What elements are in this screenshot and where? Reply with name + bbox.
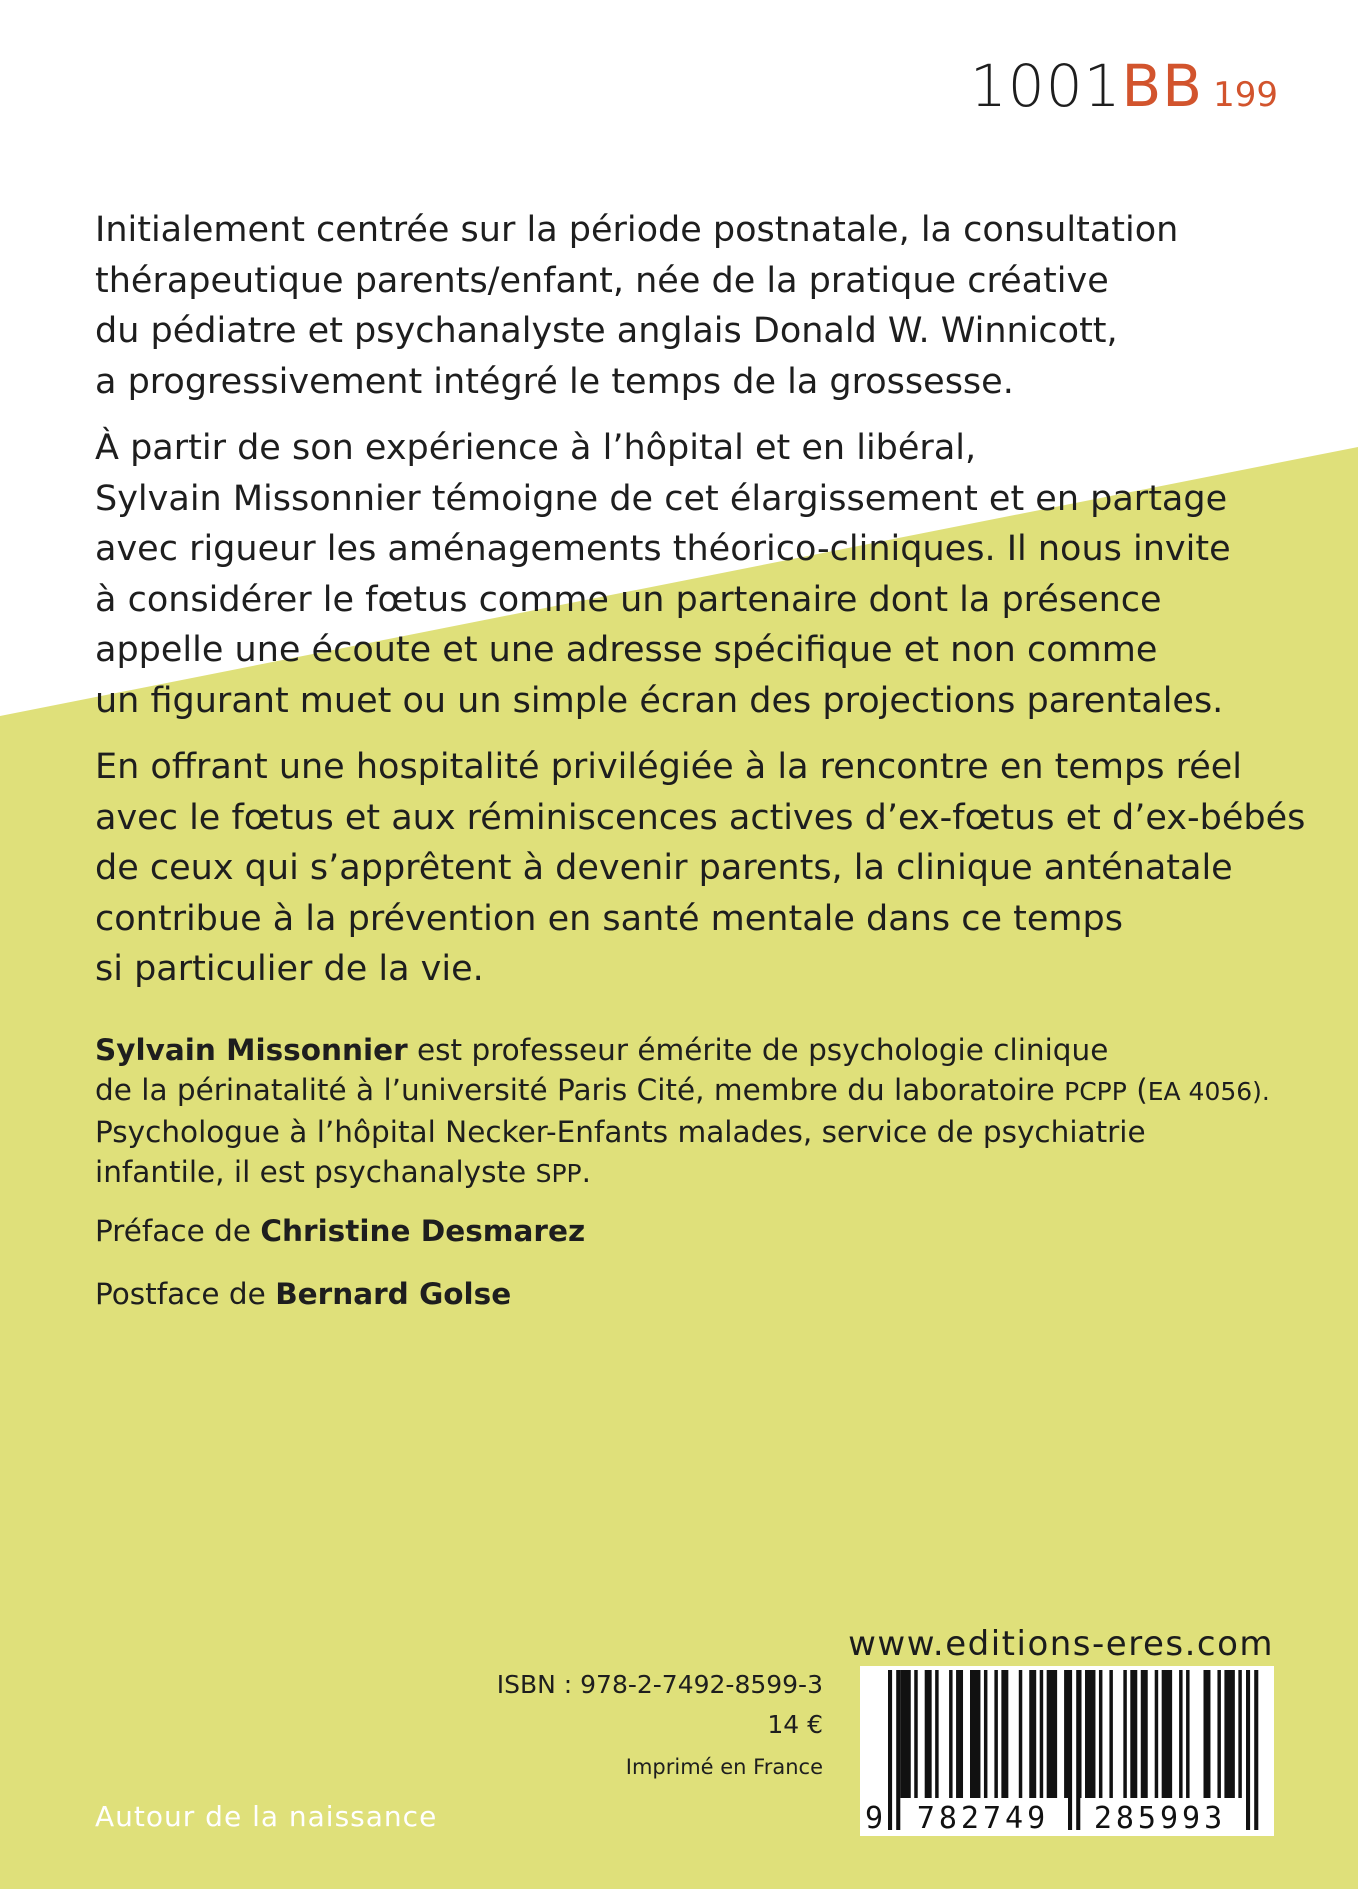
text-line: contribue à la prévention en santé mentale dans ce temps: [95, 898, 1123, 939]
text-line: À partir de son expérience à l’hôpital et en libéral,: [95, 428, 977, 468]
barcode-bar: [1141, 1670, 1148, 1798]
barcode-bar: [1217, 1670, 1220, 1798]
text-line: à considérer le fœtus comme un partenaire dont la présence: [95, 579, 1162, 620]
bio-line: [95, 1030, 1295, 1070]
bio-text: 4056).: [1180, 1077, 1270, 1106]
bio-text: (: [1126, 1073, 1148, 1107]
series-number: 1001: [969, 52, 1122, 120]
isbn: ISBN : 978-2-7492-8599-3: [496, 1670, 823, 1699]
barcode-guard-bar: [1254, 1670, 1258, 1830]
barcode-guard-bar: [1076, 1670, 1080, 1830]
barcode-bar: [1040, 1670, 1043, 1798]
text-line: appelle une écoute et une adresse spécifique et non comme: [95, 630, 1158, 670]
lab-acronym: PCPP: [1064, 1077, 1127, 1106]
collection-name: Autour de la naissance: [95, 1800, 438, 1833]
barcode-bar: [935, 1670, 938, 1798]
bio-text: est professeur émérite de psychologie clinique: [407, 1033, 1109, 1067]
text-line: En offrant une hospitalité privilégiée à la rencontre en temps réel: [95, 747, 1243, 787]
barcode-guard-bar: [888, 1670, 892, 1830]
barcode-bar: [1203, 1670, 1210, 1798]
text-line: avec rigueur les aménagements théorico-cliniques. Il nous invite: [95, 529, 1231, 569]
barcode-bar: [1047, 1670, 1057, 1798]
barcode-bar: [1029, 1670, 1036, 1798]
barcode-bar: [1238, 1670, 1241, 1798]
barcode-bar: [925, 1670, 932, 1798]
barcode-bar: [1162, 1670, 1172, 1798]
postface-label: Postface de: [95, 1277, 276, 1311]
barcode-bar: [1019, 1670, 1022, 1798]
text-line: a progressivement intégré le temps de la grossesse.: [95, 361, 1014, 402]
text-line: thérapeutique parents/enfant, née de la pratique créative: [95, 260, 1109, 301]
barcode-guard-bar: [1068, 1670, 1072, 1830]
series-letters: BB: [1121, 52, 1204, 120]
barcode-digits-right: 285993: [1093, 1801, 1227, 1836]
blurb-paragraph: [95, 205, 1295, 407]
barcode: [860, 1666, 1274, 1836]
bio-line: [95, 1152, 1295, 1194]
barcode-bar: [900, 1670, 910, 1798]
preface-name: Christine Desmarez: [260, 1214, 586, 1248]
barcode-bar: [1099, 1670, 1102, 1798]
barcode-bar: [1130, 1670, 1137, 1798]
isbn-block: [497, 1665, 823, 1787]
publisher-website[interactable]: www.editions-eres.com: [848, 1624, 1274, 1664]
text-line: Sylvain Missonnier témoigne de cet élargissement et en partage: [95, 478, 1228, 519]
barcode-graphic: [860, 1666, 1274, 1836]
postface-credit: [95, 1277, 511, 1311]
barcode-bar: [1179, 1670, 1182, 1798]
barcode-bar: [984, 1670, 987, 1798]
blurb-text: [95, 205, 1306, 1011]
barcode-bar: [970, 1670, 980, 1798]
author-bio: [95, 1030, 1295, 1194]
barcode-bar: [914, 1670, 917, 1798]
barcode-bar: [1109, 1670, 1112, 1798]
postface-name: Bernard Golse: [275, 1277, 512, 1311]
barcode-bar: [1123, 1670, 1126, 1798]
text-line: Initialement centrée sur la période postnatale, la consultation: [95, 210, 1179, 250]
text-line: avec le fœtus et aux réminiscences actives d’ex-fœtus et d’ex-bébés: [95, 797, 1306, 838]
barcode-bar: [1155, 1670, 1158, 1798]
author-name: Sylvain Missonnier: [95, 1033, 408, 1067]
series-logo: [970, 52, 1278, 120]
barcode-bar: [1186, 1670, 1189, 1798]
printed-in: Imprimé en France: [625, 1755, 823, 1779]
bio-line: [95, 1070, 1295, 1112]
text-line: de ceux qui s’apprêtent à devenir parents, la clinique anténatale: [95, 848, 1233, 888]
barcode-bar: [1224, 1670, 1234, 1798]
barcode-guard-bar: [896, 1670, 900, 1830]
barcode-bar: [1085, 1670, 1095, 1798]
text-line: si particulier de la vie.: [95, 949, 484, 989]
barcode-guard-bar: [1246, 1670, 1250, 1830]
preface-label: Préface de: [95, 1214, 261, 1248]
barcode-bar: [994, 1670, 997, 1798]
barcode-digits-left: 782749: [916, 1801, 1050, 1836]
preface-credit: [95, 1214, 585, 1248]
price: 14 €: [767, 1710, 823, 1739]
bio-text: de la périnatalité à l’université Paris Cité, membre du laboratoire: [95, 1073, 1065, 1107]
ea-acronym: EA: [1147, 1077, 1181, 1106]
bio-text: infantile, il est psychanalyste: [95, 1155, 536, 1189]
barcode-bar: [949, 1670, 952, 1798]
bio-paragraph: [95, 1030, 1295, 1194]
text-line: du pédiatre et psychanalyste anglais Donald W. Winnicott,: [95, 311, 1118, 351]
blurb-paragraph: [95, 423, 1295, 726]
barcode-bar: [956, 1670, 963, 1798]
text-line: un figurant muet ou un simple écran des projections parentales.: [95, 680, 1224, 721]
barcode-bar: [1001, 1670, 1008, 1798]
bio-text: .: [581, 1155, 592, 1189]
barcode-digit-lead: 9: [864, 1801, 884, 1836]
bio-line: Psychologue à l’hôpital Necker-Enfants malades, service de psychiatrie: [95, 1115, 1146, 1149]
spp-acronym: SPP: [535, 1159, 582, 1188]
blurb-paragraph: [95, 742, 1306, 995]
series-volume: 199: [1213, 75, 1278, 115]
